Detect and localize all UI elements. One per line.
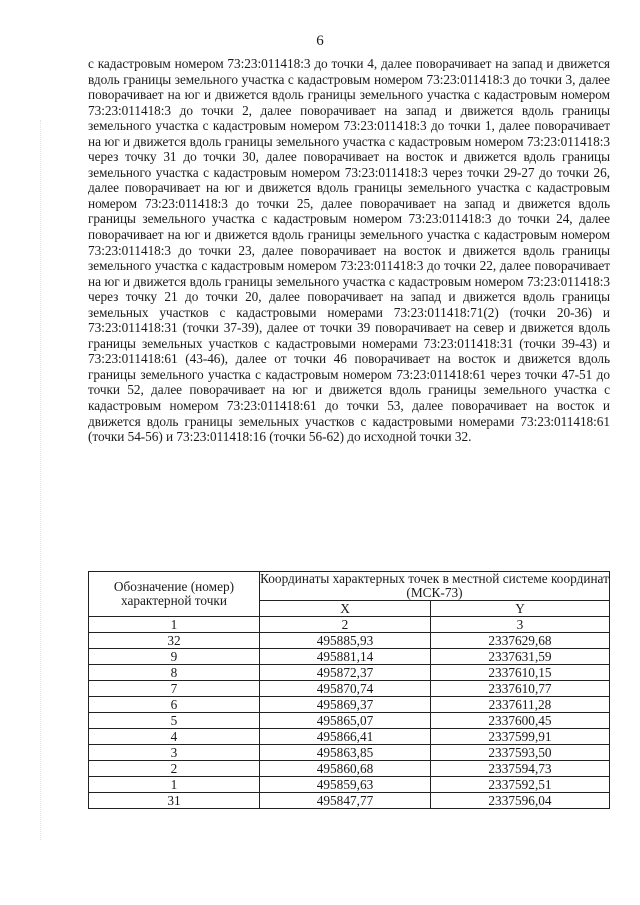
point-number-cell: 4 xyxy=(89,729,260,745)
scan-margin-marks xyxy=(40,120,43,840)
table-row xyxy=(89,633,610,649)
x-coordinate-cell: 495872,37 xyxy=(260,665,431,681)
y-coordinate-cell: 2337592,51 xyxy=(431,777,610,793)
x-coordinate-cell: 495866,41 xyxy=(260,729,431,745)
table-row xyxy=(89,713,610,729)
column-number-2: 2 xyxy=(260,617,431,633)
x-coordinate-cell: 495870,74 xyxy=(260,681,431,697)
point-number-cell: 8 xyxy=(89,665,260,681)
x-coordinate-cell: 495859,63 xyxy=(260,777,431,793)
point-number-cell: 9 xyxy=(89,649,260,665)
y-coordinate-cell: 2337631,59 xyxy=(431,649,610,665)
y-coordinate-cell: 2337629,68 xyxy=(431,633,610,649)
table-row xyxy=(89,745,610,761)
x-coordinate-cell: 495885,93 xyxy=(260,633,431,649)
x-coordinate-cell: 495881,14 xyxy=(260,649,431,665)
column-number-1: 1 xyxy=(89,617,260,633)
table-row xyxy=(89,793,610,809)
header-y: Y xyxy=(431,601,610,617)
table-row xyxy=(89,761,610,777)
y-coordinate-cell: 2337599,91 xyxy=(431,729,610,745)
point-number-cell: 5 xyxy=(89,713,260,729)
x-coordinate-cell: 495869,37 xyxy=(260,697,431,713)
boundary-description-paragraph: с кадастровым номером 73:23:011418:3 до точки 4, далее поворачивает на запад и движется вдоль границы земельного участка с кадастровым номером 73:23:011418:3 до точки 3, далее поворачивает на юг и движется вдоль границы земельного участка с кадастровым номером 73:23:011418:3 до точки 2, далее поворачивает на запад и движется вдоль границы земельного участка с кадастровым номером 73:23:011418:3 до точки 1, далее поворачивает на юг и движется вдоль границы земельного участка с кадастровым номером 73:23:011418:3 через точку 31 до точки 30, далее поворачивает на восток и движется вдоль границы земельного участка с кадастровым номером 73:23:011418:3 через точки 29-27 до точки 26, далее поворачивает на юг и движется вдоль границы земельного участка с кадастровым номером 73:23:011418:3 до точки 25, далее поворачивает на запад и движется вдоль границы земельного участка с кадастровым номером 73:23:011418:3 до точки 24, далее поворачивает на юг и движется вдоль границы земельного участка с кадастровым номером 73:23:011418:3 до точки 23, далее поворачивает на восток и движется вдоль границы земельного участка с кадастровым номером 73:23:011418:3 до точки 22, далее поворачивает на юг и движется вдоль границы земельного участка с кадастровым номером 73:23:011418:3 через точку 21 до точки 20, далее поворачивает на запад и движется вдоль границы земельных участков с кадастровыми номерами 73:23:011418:71(2) (точки 20-36) и 73:23:011418:31 (точки 37-39), далее от точки 39 поворачивает на север и движется вдоль границы земельных участков с кадастровыми номерами 73:23:011418:31 (точки 39-43) и 73:23:011418:61 (43-46), далее от точки 46 поворачивает на восток и движется вдоль границы земельного участка с кадастровым номером 73:23:011418:61 через точки 47-51 до точки 52, далее поворачивает на юг и движется вдоль границы земельного участка с кадастровым номером 73:23:011418:61 до точки 53, далее поворачивает на восток и движется вдоль границы земельных участков с кадастровыми номерами 73:23:011418:61 (точки 54-56) и 73:23:011418:16 (точки 56-62) до исходной точки 32. xyxy=(88,56,610,445)
y-coordinate-cell: 2337610,77 xyxy=(431,681,610,697)
x-coordinate-cell: 495860,68 xyxy=(260,761,431,777)
point-number-cell: 3 xyxy=(89,745,260,761)
y-coordinate-cell: 2337611,28 xyxy=(431,697,610,713)
y-coordinate-cell: 2337600,45 xyxy=(431,713,610,729)
point-number-cell: 7 xyxy=(89,681,260,697)
header-x: X xyxy=(260,601,431,617)
table-row xyxy=(89,729,610,745)
point-number-cell: 2 xyxy=(89,761,260,777)
x-coordinate-cell: 495847,77 xyxy=(260,793,431,809)
column-number-row xyxy=(89,617,610,633)
point-number-cell: 32 xyxy=(89,633,260,649)
y-coordinate-cell: 2337596,04 xyxy=(431,793,610,809)
point-number-cell: 31 xyxy=(89,793,260,809)
page-number: 6 xyxy=(316,33,324,49)
table-row xyxy=(89,665,610,681)
table-row xyxy=(89,649,610,665)
x-coordinate-cell: 495863,85 xyxy=(260,745,431,761)
y-coordinate-cell: 2337594,73 xyxy=(431,761,610,777)
point-number-cell: 1 xyxy=(89,777,260,793)
y-coordinate-cell: 2337593,50 xyxy=(431,745,610,761)
point-number-cell: 6 xyxy=(89,697,260,713)
coordinates-table xyxy=(88,571,610,809)
table-row xyxy=(89,777,610,793)
x-coordinate-cell: 495865,07 xyxy=(260,713,431,729)
column-number-3: 3 xyxy=(431,617,610,633)
table-row xyxy=(89,681,610,697)
header-coordinates: Координаты характерных точек в местной системе координат (МСК-73) xyxy=(260,571,609,600)
table-row xyxy=(89,697,610,713)
header-point-designation: Обозначение (номер) характерной точки xyxy=(89,572,260,617)
y-coordinate-cell: 2337610,15 xyxy=(431,665,610,681)
table-header-row xyxy=(89,572,610,601)
